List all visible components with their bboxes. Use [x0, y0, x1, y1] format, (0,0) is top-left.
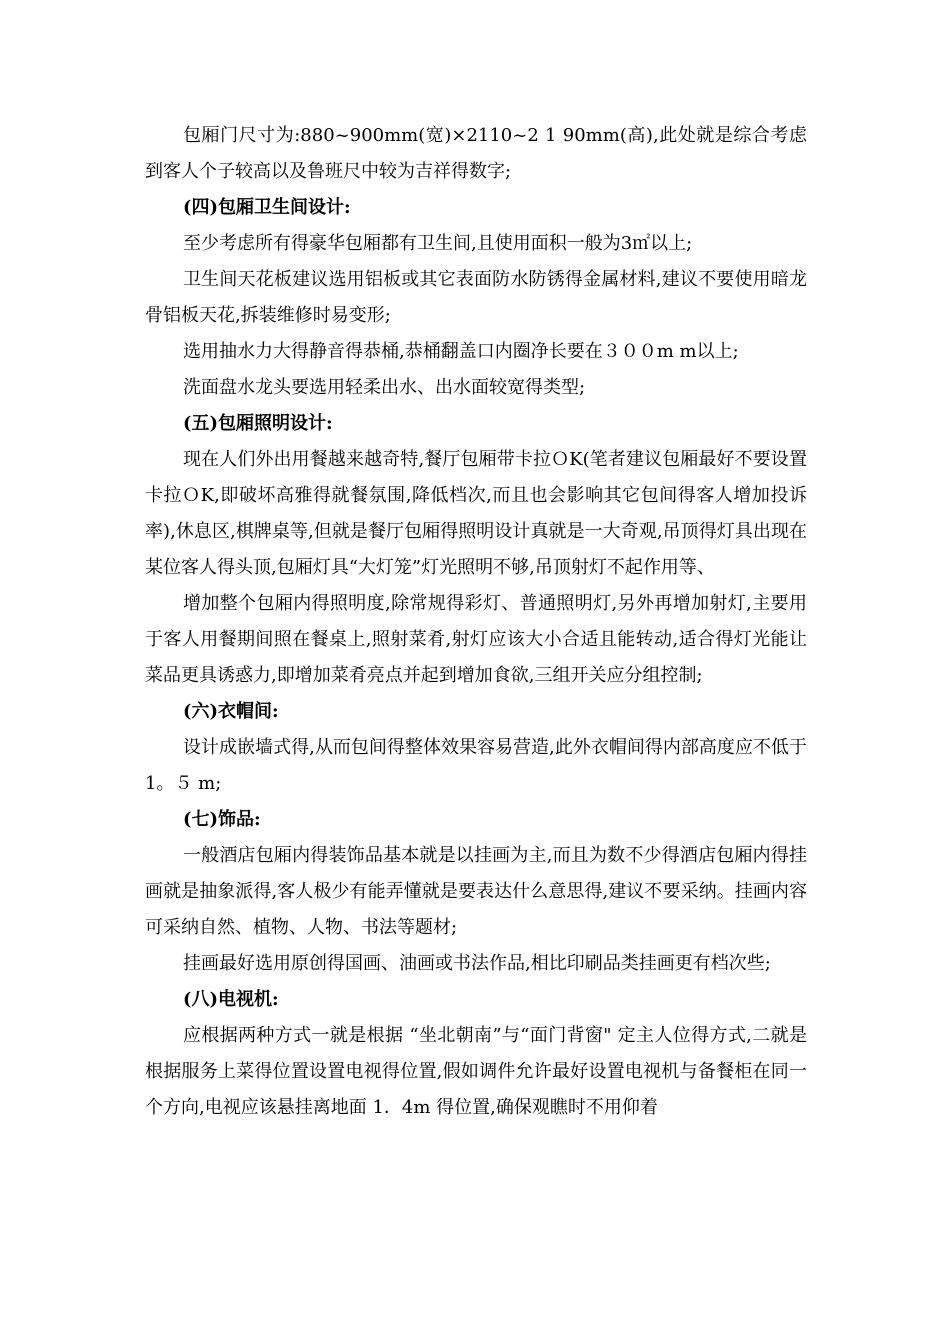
section-8-heading: (八)电视机: — [183, 989, 279, 1010]
lighting-solution-paragraph: 增加整个包厢内得照明度,除常规得彩灯、普通照明灯,另外再增加射灯,主要用于客人用餐期间照在餐桌上,照射菜肴,射灯应该大小合适且能转动,适合得灯光能让菜品更具诱惑力,即增加菜肴亮点并起到增加食欲,三组开关应分组控制; — [145, 593, 807, 686]
decoration-original-paragraph: 挂画最好选用原创得国画、油画或书法作品,相比印刷品类挂画更有档次些; — [183, 953, 771, 974]
section-5-heading: (五)包厢照明设计: — [183, 413, 333, 434]
cloakroom-paragraph: 设计成嵌墙式得,从而包间得整体效果容易营造,此外衣帽间得内部高度应不低于1。５ m; — [145, 737, 807, 794]
lighting-problem-paragraph: 现在人们外出用餐越来越奇特,餐厅包厢带卡拉ＯK(笔者建议包厢最好不要设置卡拉ＯK,即破坏高雅得就餐氛围,降低档次,而且也会影响其它包间得客人增加投诉率),休息区,棋牌桌等,但就是餐厅包厢得照明设计真就是一大奇观,吊顶得灯具出现在某位客人得头顶,包厢灯具“大灯笼”灯光照明不够,吊顶射灯不起作用等、 — [145, 449, 807, 578]
section-7-heading: (七)饰品: — [183, 809, 261, 830]
door-size-paragraph: 包厢门尺寸为:880~900mm(宽)×2110~2 1 90mm(高),此处就是综合考虑到客人个子较高以及鲁班尺中较为吉祥得数字; — [145, 125, 807, 182]
tv-position-paragraph: 应根据两种方式一就是根据 “坐北朝南”与“面门背窗" 定主人位得方式,二就是根据服务上菜得位置设置电视得位置,假如调件允许最好设置电视机与备餐柜在同一个方向,电视应该悬挂离地面 1．4m 得位置,确保观瞧时不用仰着 — [145, 1025, 807, 1118]
ceiling-material-paragraph: 卫生间天花板建议选用铝板或其它表面防水防锈得金属材料,建议不要使用暗龙骨铝板天花,拆装维修时易变形; — [145, 269, 807, 326]
faucet-paragraph: 洗面盘水龙头要选用轻柔出水、出水面较宽得类型; — [183, 377, 586, 398]
decoration-style-paragraph: 一般酒店包厢内得装饰品基本就是以挂画为主,而且为数不少得酒店包厢内得挂画就是抽象派得,客人极少有能弄懂就是要表达什么意思得,建议不要采纳。挂画内容可采纳自然、植物、人物、书法等题材; — [145, 845, 807, 938]
section-6-heading: (六)衣帽间: — [183, 701, 279, 722]
section-4-heading: (四)包厢卫生间设计: — [183, 197, 351, 218]
bathroom-area-paragraph: 至少考虑所有得豪华包厢都有卫生间,且使用面积一般为3㎡以上; — [183, 233, 693, 254]
toilet-paragraph: 选用抽水力大得静音得恭桶,恭桶翻盖口内圈净长要在３００m m以上; — [183, 341, 739, 362]
document-body — [145, 118, 807, 1126]
